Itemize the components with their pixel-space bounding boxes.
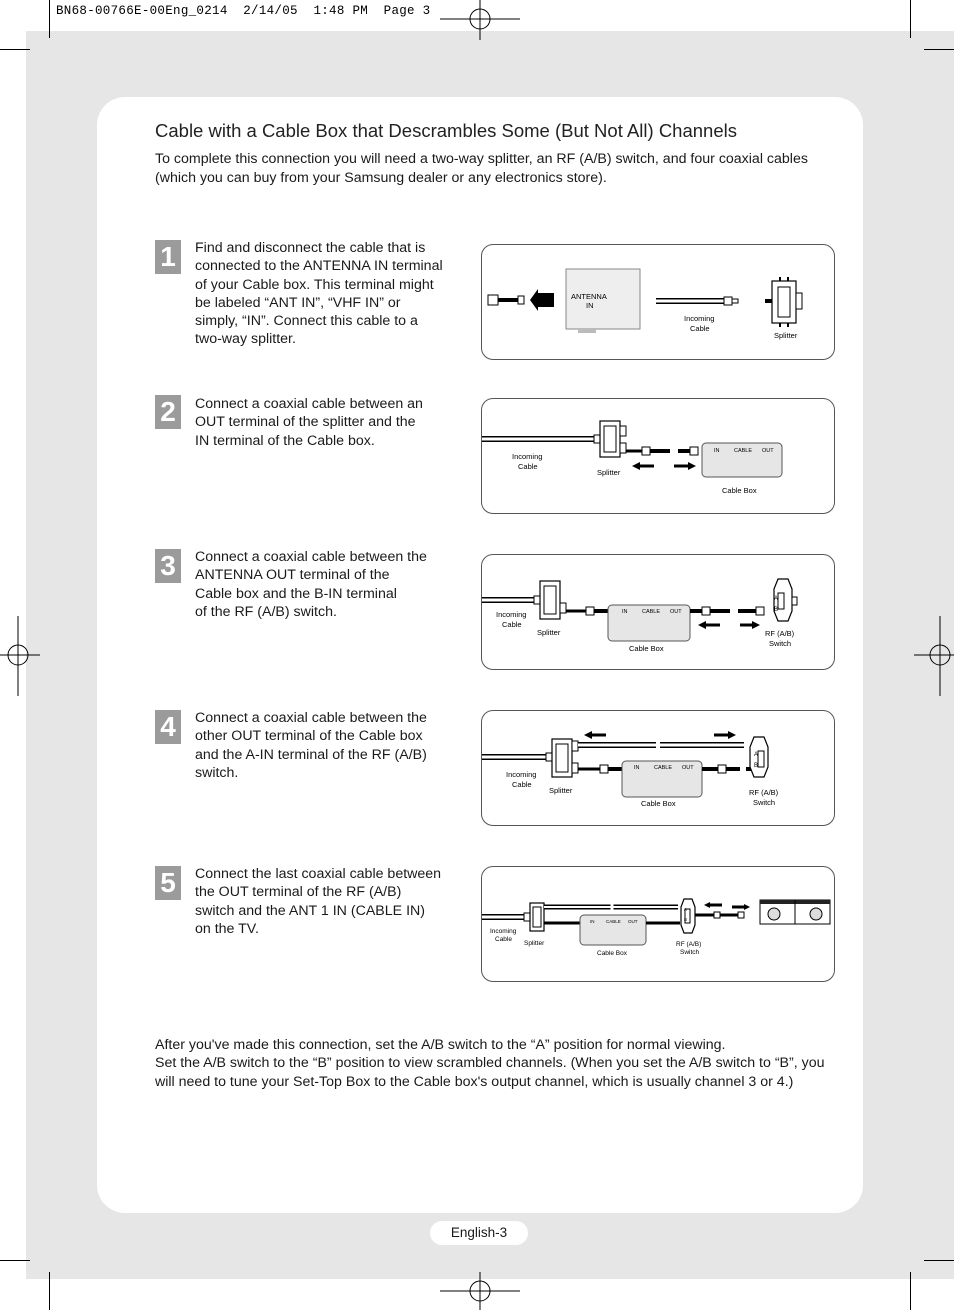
incoming-cable-label: Cable xyxy=(512,780,532,789)
crop-mark xyxy=(49,0,50,38)
box-out-label: OUT xyxy=(670,609,682,615)
switch-b-label: B xyxy=(774,607,779,613)
incoming-cable-label: Incoming xyxy=(496,610,527,619)
step-5-diagram xyxy=(481,866,835,982)
closing-note xyxy=(155,1036,835,1091)
box-in-label: IN xyxy=(714,448,720,454)
box-out-label: OUT xyxy=(682,765,694,771)
splitter-label: Splitter xyxy=(524,940,545,947)
crop-mark xyxy=(910,0,911,38)
page-number: English-3 xyxy=(430,1221,528,1245)
step-number-badge: 5 xyxy=(155,866,181,900)
box-cable-label: CABLE xyxy=(734,448,753,454)
cable-box-label: Cable Box xyxy=(597,950,627,957)
incoming-cable-label: Cable xyxy=(518,462,538,471)
registration-mark xyxy=(0,616,40,696)
box-out-label: OUT xyxy=(628,919,638,924)
incoming-cable-label: Incoming xyxy=(512,452,543,461)
box-in-label: IN xyxy=(590,919,595,924)
crop-mark xyxy=(924,1260,954,1261)
switch-a-label: A xyxy=(684,907,688,912)
box-in-label: IN xyxy=(634,765,640,771)
switch-a-label: A xyxy=(754,752,759,758)
step-instructions: Connect the last coaxial cable between the OUT terminal of the RF (A/B) switch and the ANT 1 IN (CABLE IN) on the TV. xyxy=(195,866,442,937)
crop-mark xyxy=(0,49,30,50)
note-line: After you've made this connection, set the A/B switch to the “A” position for normal viewing. xyxy=(155,1037,726,1053)
registration-mark xyxy=(914,616,954,696)
incoming-cable-label: Cable xyxy=(495,936,512,943)
note-line: Set the A/B switch to the “B” position to view scrambled channels. (When you set the A/B switch to “B”, you will need to tune your Set-Top Box to the Cable box's output channel, which is usually channel 3 or 4.) xyxy=(155,1055,825,1090)
antenna-in-label: ANTENNA xyxy=(571,292,607,301)
rf-switch-label: Switch xyxy=(680,949,700,956)
crop-mark xyxy=(49,1272,50,1310)
incoming-cable-label: Cable xyxy=(690,324,710,333)
step-instructions: Connect a coaxial cable between the other OUT terminal of the Cable box and the A-IN terminal of the RF (A/B) switch. xyxy=(195,710,427,781)
box-cable-label: CABLE xyxy=(642,609,661,615)
step-number-badge: 2 xyxy=(155,395,181,429)
print-header: BN68-00766E-00Eng_0214 2/14/05 1:48 PM Page 3 xyxy=(56,4,431,18)
crop-mark xyxy=(0,1260,30,1261)
step-number-badge: 3 xyxy=(155,549,181,583)
page-title: Cable with a Cable Box that Descrambles Some (But Not All) Channels xyxy=(155,120,737,141)
step-instructions: Connect a coaxial cable between the ANTENNA OUT terminal of the Cable box and the B-IN terminal of the RF (A/B) switch. xyxy=(195,549,427,620)
box-out-label: OUT xyxy=(762,448,774,454)
box-cable-label: CABLE xyxy=(606,919,621,924)
splitter-label: Splitter xyxy=(549,786,573,795)
step-4-diagram xyxy=(481,710,835,826)
rf-switch-label: RF (A/B) xyxy=(676,941,702,948)
cable-box-label: Cable Box xyxy=(641,799,676,808)
step-number-badge: 4 xyxy=(155,710,181,744)
box-in-label: IN xyxy=(622,609,628,615)
intro-paragraph: To complete this connection you will need a two-way splitter, an RF (A/B) switch, and four coaxial cables (which you can buy from your Samsung dealer or any electronics store). xyxy=(155,151,808,186)
splitter-label: Splitter xyxy=(597,468,621,477)
cable-box-label: Cable Box xyxy=(629,644,664,653)
switch-b-label: B xyxy=(754,763,759,769)
registration-mark xyxy=(440,0,520,40)
rf-switch-label: Switch xyxy=(769,639,792,648)
incoming-cable-label: Incoming xyxy=(490,928,517,935)
step-instructions: Connect a coaxial cable between an OUT terminal of the splitter and the IN terminal of the Cable box. xyxy=(195,396,423,449)
rf-switch-label: RF (A/B) xyxy=(765,629,795,638)
incoming-cable-label: Cable xyxy=(502,620,522,629)
step-2-diagram xyxy=(481,398,835,514)
rf-switch-label: RF (A/B) xyxy=(749,788,779,797)
splitter-label: Splitter xyxy=(774,331,798,340)
step-instructions: Find and disconnect the cable that is connected to the ANTENNA IN terminal of your Cable box. This terminal might be labeled “ANT IN”, “VHF IN” or simply, “IN”. Connect this cable to a two-way splitter. xyxy=(195,240,443,348)
crop-mark xyxy=(910,1272,911,1310)
cable-box-label: Cable Box xyxy=(722,486,757,495)
incoming-cable-label: Incoming xyxy=(684,314,715,323)
incoming-cable-label: Incoming xyxy=(506,770,537,779)
antenna-in-label: IN xyxy=(586,301,594,310)
splitter-label: Splitter xyxy=(537,628,561,637)
crop-mark xyxy=(924,49,954,50)
switch-b-label: B xyxy=(684,917,688,922)
step-3-diagram xyxy=(481,554,835,670)
switch-a-label: A xyxy=(774,596,779,602)
rf-switch-label: Switch xyxy=(753,798,776,807)
step-number-badge: 1 xyxy=(155,240,181,274)
step-1-diagram xyxy=(481,244,835,360)
registration-mark xyxy=(440,1272,520,1310)
box-cable-label: CABLE xyxy=(654,765,673,771)
